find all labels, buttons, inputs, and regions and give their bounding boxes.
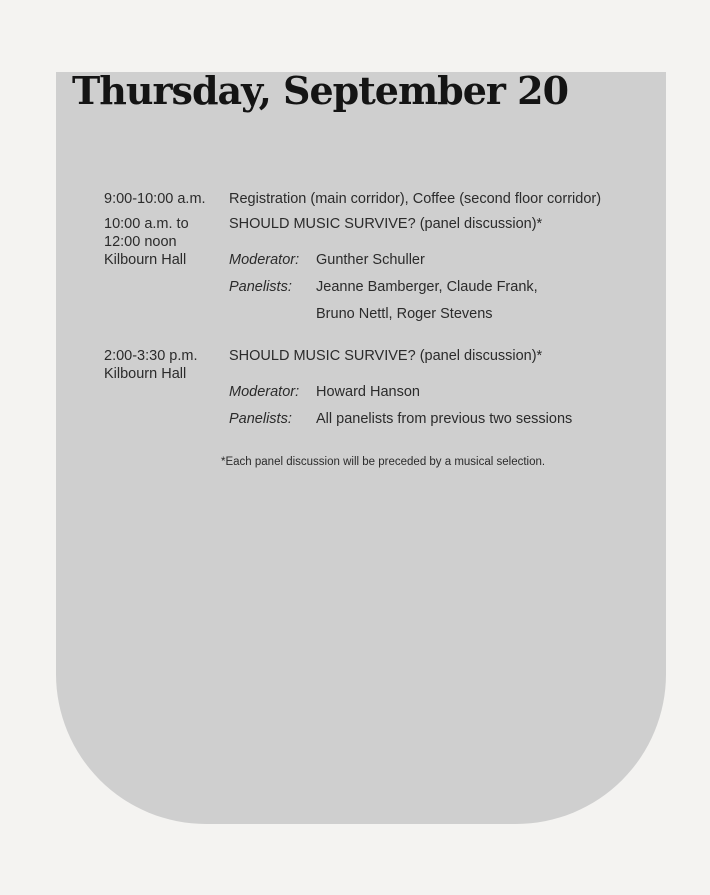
- program-panel: [56, 72, 666, 824]
- session-3-moderator-label: Moderator:: [229, 384, 300, 400]
- session-2-panelists-line-1: Jeanne Bamberger, Claude Frank,: [316, 279, 538, 295]
- session-3-time: 2:00-3:30 p.m.: [104, 348, 198, 364]
- session-2-location: Kilbourn Hall: [104, 252, 187, 268]
- footnote: *Each panel discussion will be preceded by a musical selection.: [221, 456, 546, 468]
- session-2-description: SHOULD MUSIC SURVIVE? (panel discussion)*: [229, 216, 543, 232]
- session-3-description: SHOULD MUSIC SURVIVE? (panel discussion)*: [229, 348, 543, 364]
- session-2-moderator-label: Moderator:: [229, 252, 300, 268]
- session-3-location: Kilbourn Hall: [104, 366, 187, 382]
- session-3-panelists-line-1: All panelists from previous two sessions: [316, 411, 573, 427]
- page-title: Thursday, September 20: [72, 68, 569, 113]
- session-3-panelists-label: Panelists:: [229, 411, 292, 427]
- session-2-time: 10:00 a.m. to: [104, 216, 189, 232]
- session-2-time-end: 12:00 noon: [104, 234, 177, 250]
- session-2-moderator: Gunther Schuller: [316, 252, 425, 268]
- session-3-moderator: Howard Hanson: [316, 384, 420, 400]
- session-2-panelists-label: Panelists:: [229, 279, 292, 295]
- session-1-time: 9:00-10:00 a.m.: [104, 191, 206, 207]
- session-2-panelists-line-2: Bruno Nettl, Roger Stevens: [316, 306, 493, 322]
- session-1-description: Registration (main corridor), Coffee (second floor corridor): [229, 191, 602, 207]
